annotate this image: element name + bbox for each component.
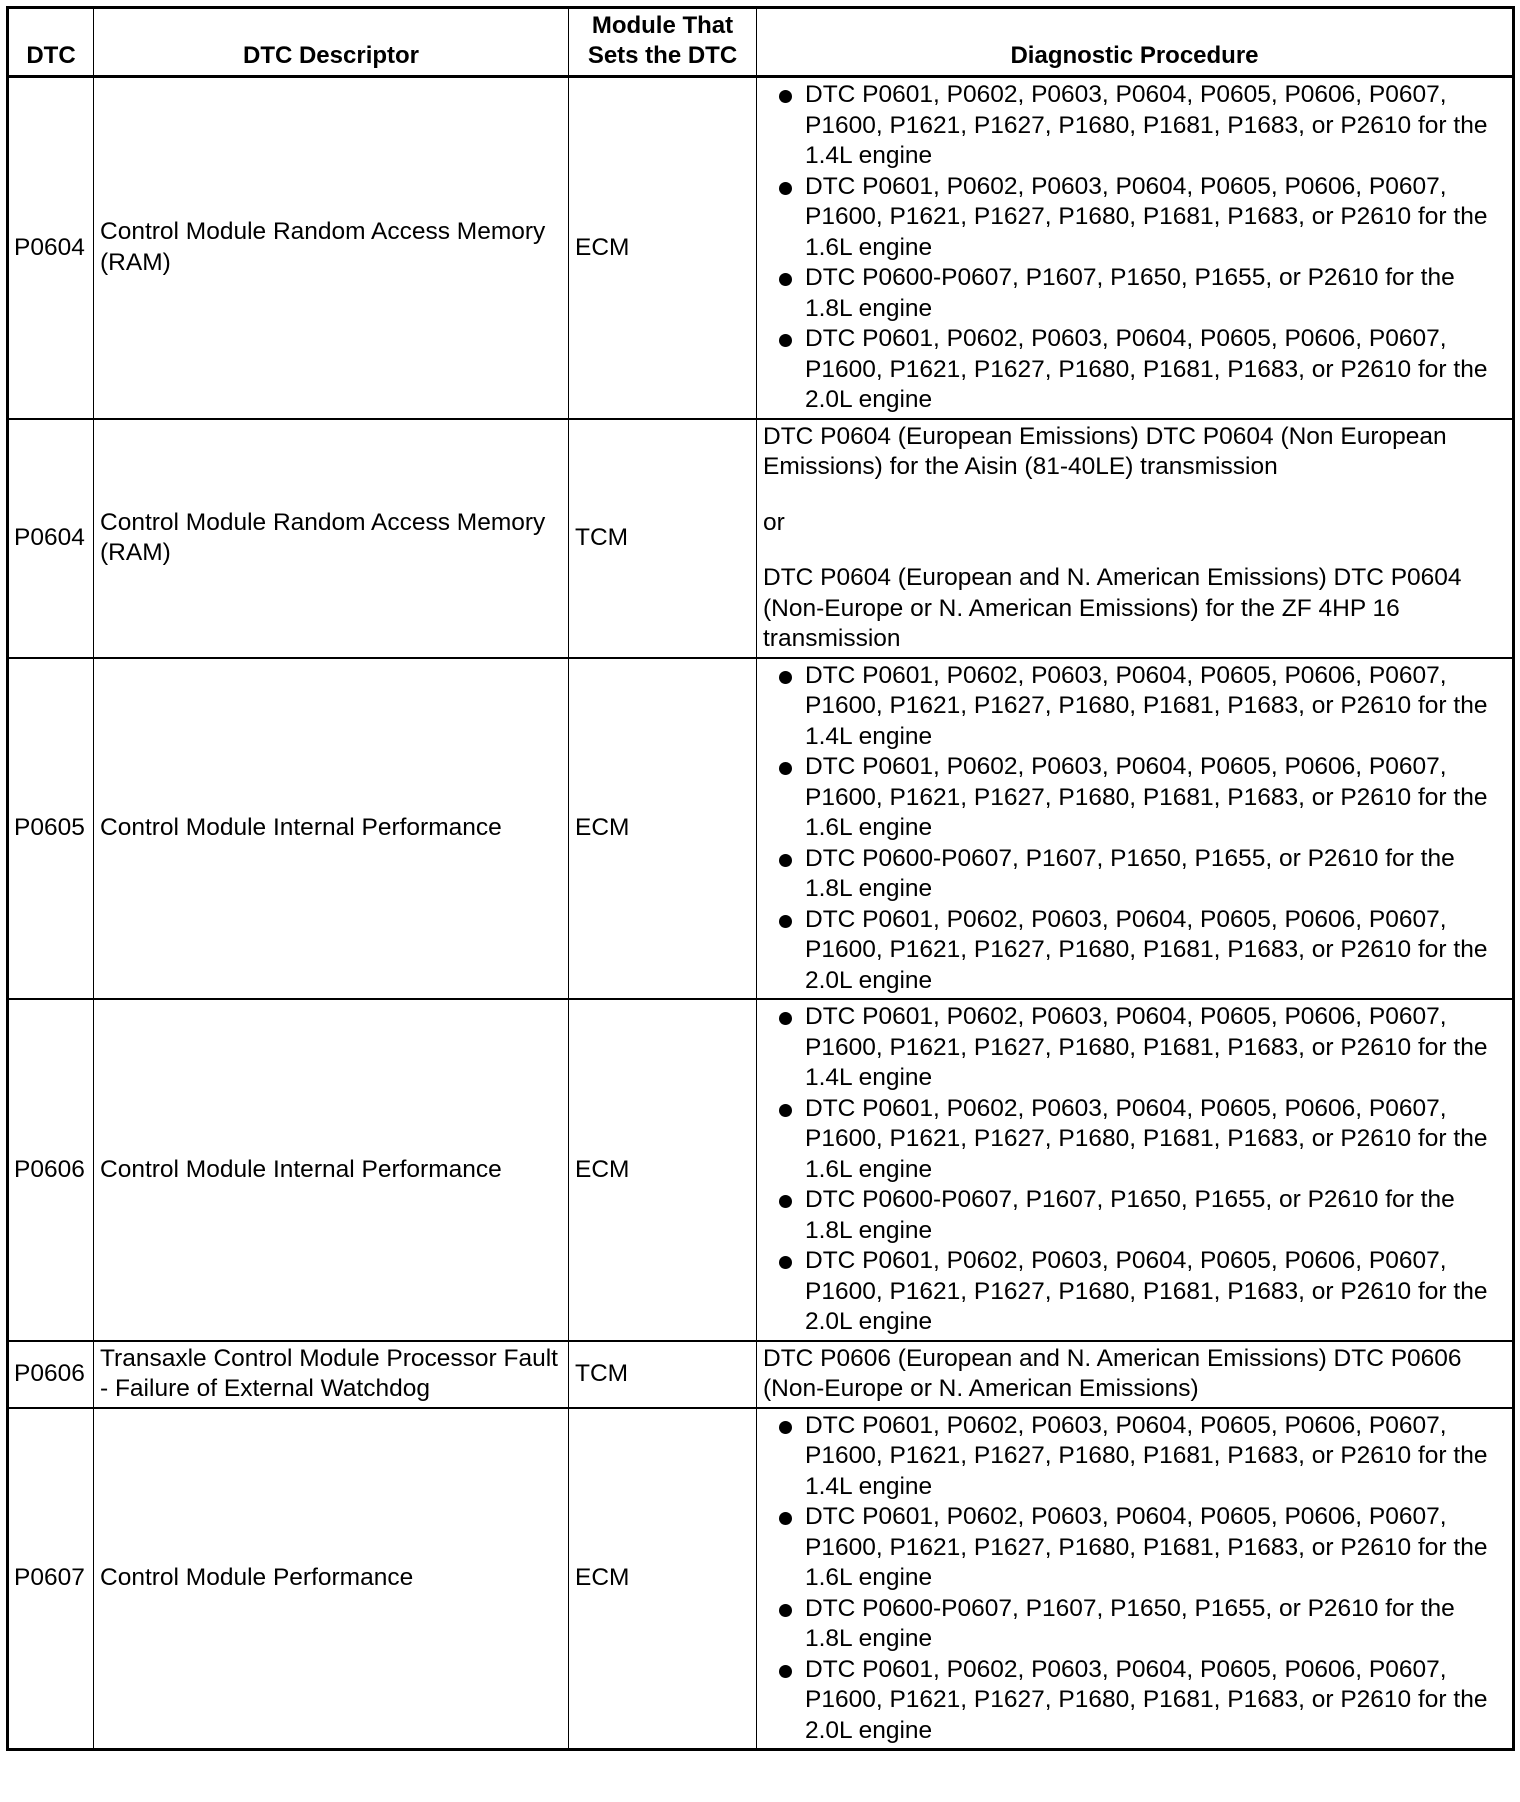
- procedure-list-item: DTC P0600-P0607, P1607, P1650, P1655, or P2610 for the 1.8L engine: [763, 263, 1504, 324]
- table-row: [8, 1408, 1514, 1750]
- procedure-list-item: DTC P0600-P0607, P1607, P1650, P1655, or P2610 for the 1.8L engine: [763, 1185, 1504, 1246]
- module-cell: ECM: [569, 1408, 757, 1750]
- header-procedure: Diagnostic Procedure: [757, 8, 1514, 77]
- table-row: [8, 1341, 1514, 1408]
- diagnostic-procedure-cell: [757, 77, 1514, 419]
- table-row: [8, 999, 1514, 1341]
- module-cell: TCM: [569, 1341, 757, 1408]
- procedure-list-item: DTC P0601, P0602, P0603, P0604, P0605, P0606, P0607, P1600, P1621, P1627, P1680, P1681, P1683, or P2610 for the 1.4L engine: [763, 1411, 1504, 1503]
- procedure-list-item: DTC P0601, P0602, P0603, P0604, P0605, P0606, P0607, P1600, P1621, P1627, P1680, P1681, P1683, or P2610 for the 1.4L engine: [763, 80, 1504, 172]
- dtc-code-cell: P0607: [8, 1408, 94, 1750]
- table-row: [8, 658, 1514, 1000]
- procedure-list-item: DTC P0601, P0602, P0603, P0604, P0605, P0606, P0607, P1600, P1621, P1627, P1680, P1681, P1683, or P2610 for the 1.6L engine: [763, 752, 1504, 844]
- procedure-paragraph: DTC P0604 (European and N. American Emissions) DTC P0604 (Non-Europe or N. American Emissions) for the ZF 4HP 16 transmission: [763, 564, 1462, 652]
- diagnostic-procedure-cell: [757, 999, 1514, 1341]
- dtc-code-cell: P0606: [8, 1341, 94, 1408]
- diagnostic-procedure-cell: [757, 1341, 1514, 1408]
- dtc-table: [6, 6, 1515, 1751]
- procedure-list-item: DTC P0601, P0602, P0603, P0604, P0605, P0606, P0607, P1600, P1621, P1627, P1680, P1681, P1683, or P2610 for the 2.0L engine: [763, 324, 1504, 416]
- table-body: [8, 77, 1514, 1750]
- diagnostic-procedure-cell: [757, 1408, 1514, 1750]
- diagnostic-procedure-cell: [757, 658, 1514, 1000]
- dtc-code-cell: P0604: [8, 77, 94, 419]
- dtc-descriptor-cell: Control Module Performance: [94, 1408, 569, 1750]
- dtc-descriptor-cell: Control Module Random Access Memory (RAM): [94, 419, 569, 658]
- dtc-code-cell: P0605: [8, 658, 94, 1000]
- procedure-list-item: DTC P0601, P0602, P0603, P0604, P0605, P0606, P0607, P1600, P1621, P1627, P1680, P1681, P1683, or P2610 for the 1.4L engine: [763, 1002, 1504, 1094]
- procedure-list: [763, 1002, 1504, 1338]
- dtc-code-cell: P0606: [8, 999, 94, 1341]
- procedure-list-item: DTC P0601, P0602, P0603, P0604, P0605, P0606, P0607, P1600, P1621, P1627, P1680, P1681, P1683, or P2610 for the 2.0L engine: [763, 1246, 1504, 1338]
- module-cell: TCM: [569, 419, 757, 658]
- procedure-list-item: DTC P0601, P0602, P0603, P0604, P0605, P0606, P0607, P1600, P1621, P1627, P1680, P1681, P1683, or P2610 for the 1.6L engine: [763, 1502, 1504, 1594]
- module-cell: ECM: [569, 77, 757, 419]
- table-row: [8, 419, 1514, 658]
- table-header: [8, 8, 1514, 77]
- dtc-descriptor-cell: Control Module Internal Performance: [94, 999, 569, 1341]
- header-descriptor: DTC Descriptor: [94, 8, 569, 77]
- module-cell: ECM: [569, 658, 757, 1000]
- procedure-paragraph: or: [763, 508, 785, 536]
- dtc-descriptor-cell: Control Module Internal Performance: [94, 658, 569, 1000]
- table-row: [8, 77, 1514, 419]
- procedure-list-item: DTC P0601, P0602, P0603, P0604, P0605, P0606, P0607, P1600, P1621, P1627, P1680, P1681, P1683, or P2610 for the 2.0L engine: [763, 1655, 1504, 1747]
- procedure-list-item: DTC P0601, P0602, P0603, P0604, P0605, P0606, P0607, P1600, P1621, P1627, P1680, P1681, P1683, or P2610 for the 2.0L engine: [763, 905, 1504, 997]
- dtc-descriptor-cell: Transaxle Control Module Processor Fault - Failure of External Watchdog: [94, 1341, 569, 1408]
- header-module: Module That Sets the DTC: [569, 8, 757, 77]
- module-cell: ECM: [569, 999, 757, 1341]
- procedure-list: [763, 1411, 1504, 1747]
- procedure-paragraph: DTC P0606 (European and N. American Emissions) DTC P0606 (Non-Europe or N. American Emissions): [763, 1344, 1462, 1402]
- procedure-list-item: DTC P0601, P0602, P0603, P0604, P0605, P0606, P0607, P1600, P1621, P1627, P1680, P1681, P1683, or P2610 for the 1.4L engine: [763, 661, 1504, 753]
- header-row: [8, 8, 1514, 77]
- procedure-paragraph: DTC P0604 (European Emissions) DTC P0604 (Non European Emissions) for the Aisin (81-40LE) transmission: [763, 422, 1447, 480]
- header-dtc: DTC: [8, 8, 94, 77]
- procedure-list-item: DTC P0601, P0602, P0603, P0604, P0605, P0606, P0607, P1600, P1621, P1627, P1680, P1681, P1683, or P2610 for the 1.6L engine: [763, 172, 1504, 264]
- procedure-list: [763, 661, 1504, 997]
- dtc-code-cell: P0604: [8, 419, 94, 658]
- procedure-list-item: DTC P0600-P0607, P1607, P1650, P1655, or P2610 for the 1.8L engine: [763, 844, 1504, 905]
- diagnostic-procedure-cell: [757, 419, 1514, 658]
- procedure-list: [763, 80, 1504, 416]
- procedure-list-item: DTC P0600-P0607, P1607, P1650, P1655, or P2610 for the 1.8L engine: [763, 1594, 1504, 1655]
- procedure-list-item: DTC P0601, P0602, P0603, P0604, P0605, P0606, P0607, P1600, P1621, P1627, P1680, P1681, P1683, or P2610 for the 1.6L engine: [763, 1094, 1504, 1186]
- dtc-descriptor-cell: Control Module Random Access Memory (RAM): [94, 77, 569, 419]
